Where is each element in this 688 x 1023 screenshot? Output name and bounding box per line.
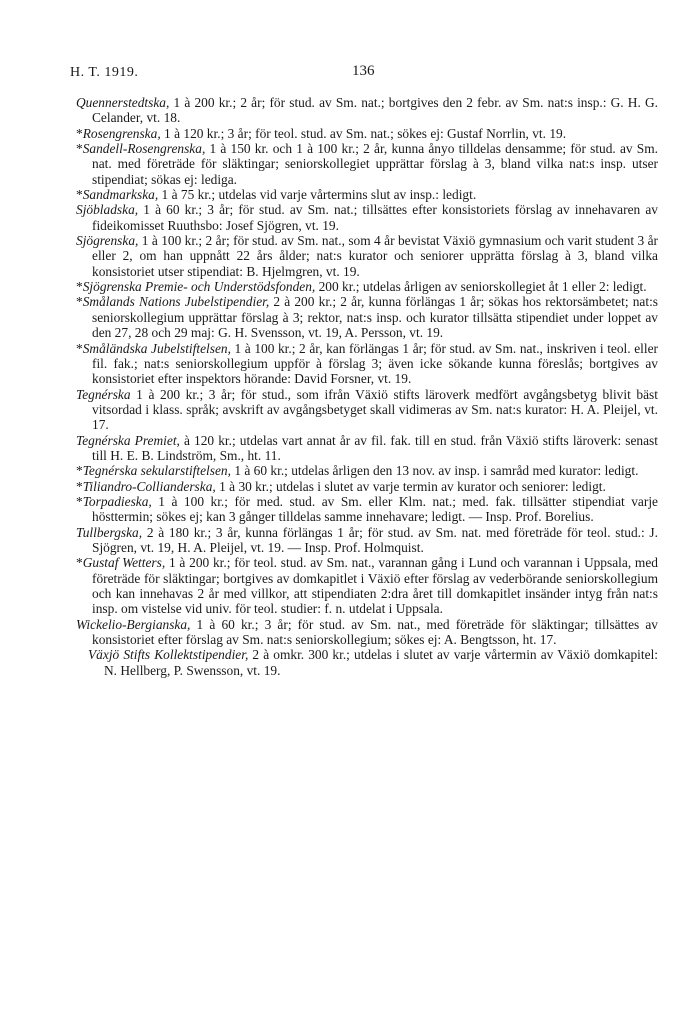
- entry-text: à 120 kr.; utdelas vart annat år av fil. fak. till en stud. från Växiö stifts läroverk: senast till H. E. B. Lindström, Sm., ht. 11.: [92, 432, 658, 463]
- entry-name: Smålands Nations Jubelstipendier,: [82, 294, 270, 310]
- entry-text: 1 à 60 kr.; utdelas årligen den 13 nov. av insp. i samråd med kurator: ledigt.: [230, 463, 639, 479]
- entry-marker: *: [76, 555, 83, 571]
- entry-name: Tegnérska: [76, 386, 131, 402]
- running-title: H. T. 1919.: [70, 65, 139, 80]
- list-item: [76, 279, 658, 294]
- list-item: [76, 126, 658, 141]
- entry-name: Rosengrenska,: [82, 125, 161, 141]
- entry-name: Småländska Jubelstiftelsen,: [82, 340, 231, 356]
- entry-text: 1 à 75 kr.; utdelas vid varje vårtermins slut av insp.: ledigt.: [158, 187, 477, 203]
- list-item: [76, 233, 658, 279]
- entry-text: 1 à 120 kr.; 3 år; för teol. stud. av Sm. nat.; sökes ej: Gustaf Norrlin, vt. 19.: [160, 125, 567, 141]
- entry-name: Sandell-Rosengrenska,: [82, 141, 206, 157]
- list-item: [76, 187, 658, 202]
- entry-text: 1 à 100 kr.; 2 år; för stud. av Sm. nat., som 4 år bevistat Växiö gymnasium och varit student 3 år eller 2, om han uppnått 22 års ålder; nat:s kurator och seniorer upprätta förslag à 3, bland vilka konsistoriet utser stipendiat: B. Hjelmgren, vt. 19.: [92, 233, 658, 279]
- entry-name: Sandmarkska,: [82, 187, 159, 203]
- list-item: [76, 617, 658, 648]
- entry-name: Gustaf Wetters,: [82, 555, 166, 571]
- entry-name: Sjögrenska Premie- och Understödsfonden,: [82, 279, 316, 295]
- entry-name: Tullbergska,: [76, 524, 143, 540]
- entry-text: 1 à 100 kr.; 2 år, kan förlängas 1 år; för stud. av Sm. nat., inskriven i teol. eller fil. fak.; nat:s seniorskollegium uppför à förslag 3; även icke sökande kunna föreslås; bortgives av konsistoriet efter inspektors hörande: David Forsner, vt. 19.: [92, 340, 658, 387]
- list-item: [76, 555, 658, 616]
- entry-marker: *: [76, 294, 83, 310]
- entry-text: 2 à 200 kr.; 2 år, kunna förlängas 1 år; sökas hos rektorsämbetet; nat:s seniorskollegium upprättar förslag à 3; rektor, nat:s insp. och kurator tillsätta stipendiet under loppet av den 27, 28 och 29 maj: G. H. Svensson, vt. 19, A. Persson, vt. 19.: [92, 294, 659, 341]
- list-item: [76, 202, 658, 233]
- list-item: [76, 387, 658, 433]
- entry-name: Växjö Stifts Kollektstipendier,: [88, 647, 249, 663]
- page-header: [70, 63, 630, 83]
- list-item: [88, 647, 658, 678]
- entry-marker: *: [76, 187, 83, 203]
- entry-marker: *: [76, 478, 83, 494]
- list-item: [76, 141, 658, 187]
- entry-marker: *: [76, 493, 83, 509]
- entry-text: 1 à 150 kr. och 1 à 100 kr.; 2 år, kunna ånyo tilldelas densamme; för stud. av Sm. nat. med företräde för släktingar; seniorskollegiet upprättar förslag à 3, bland vilka nat:s insp. utser stipendiat; sökas ej: lediga.: [92, 141, 658, 187]
- entry-name: Wickelio-Bergianska,: [76, 616, 191, 632]
- entry-text: 1 à 200 kr.; 3 år; för stud., som ifrån Växiö stifts läroverk medfört avgångsbetyg blivit bäst vitsordad i klass. språk; avskrift av avgångsbetyget skall vidimeras av Sm. nat:s kurator: H. A. Pleijel, vt. 17.: [92, 386, 658, 433]
- list-item: [76, 433, 658, 464]
- entry-text: 1 à 200 kr.; 2 år; för stud. av Sm. nat.; bortgives den 2 febr. av Sm. nat:s insp.: G. H. G. Celander, vt. 18.: [92, 95, 658, 126]
- entry-name: Sjögrenska,: [76, 233, 139, 249]
- entry-name: Tegnérska sekularstiftelsen,: [82, 463, 231, 479]
- entry-name: Tegnérska Premiet,: [76, 432, 180, 448]
- list-item: [76, 294, 658, 340]
- entry-text: 1 à 100 kr.; för med. stud. av Sm. eller Klm. nat.; med. fak. tillsätter stipendiat varje hösttermin; sökes ej; kan 3 gånger tilldelas samme innehavare; ledigt. — Insp. Prof. Borelius.: [92, 493, 658, 525]
- list-item: [76, 95, 658, 126]
- entry-text: 1 à 30 kr.; utdelas i slutet av varje termin av kurator och seniorer: ledigt.: [215, 478, 606, 494]
- entry-marker: *: [76, 141, 83, 157]
- entry-text: 2 à 180 kr.; 3 år, kunna förlängas 1 år; för stud. av Sm. nat. med företräde för teol. stud.: J. Sjögren, vt. 19, H. A. Pleijel, vt. 19. — Insp. Prof. Holmquist.: [92, 524, 658, 555]
- page-number: 136: [352, 63, 375, 79]
- entry-text: 200 kr.; utdelas årligen av seniorskollegiet åt 1 eller 2: ledigt.: [315, 279, 647, 295]
- list-item: [76, 341, 658, 387]
- stipend-list: [76, 95, 658, 678]
- entry-text: 2 à omkr. 300 kr.; utdelas i slutet av varje vårtermin av Växiö domkapitel: N. Hellberg, P. Swensson, vt. 19.: [104, 647, 659, 678]
- entry-name: Quennerstedtska,: [76, 95, 170, 110]
- entry-marker: *: [76, 279, 83, 295]
- list-item: [76, 525, 658, 556]
- entry-marker: *: [76, 340, 83, 356]
- list-item: [76, 463, 658, 478]
- entry-name: Sjöbladska,: [76, 202, 139, 218]
- entry-marker: *: [76, 125, 83, 141]
- entry-name: Torpadieska,: [82, 493, 152, 509]
- entry-text: 1 à 60 kr.; 3 år; för stud. av Sm. nat.; tillsättes efter konsistoriets förslag av innehavaren av fideikomisset Ruuthsbo: Josef Sjögren, vt. 19.: [92, 202, 658, 233]
- entry-text: 1 à 60 kr.; 3 år; för stud. av Sm. nat., med företräde för släktingar; tillsättes av konsistoriet efter förslag av Sm. nat:s seniorskollegium; sökes ej: A. Bengtsson, ht. 17.: [92, 616, 658, 648]
- entry-text: 1 à 200 kr.; för teol. stud. av Sm. nat., varannan gång i Lund och varannan i Uppsala, med företräde för släktingar; bortgives av domkapitlet i Växiö efter förslag av vederbörande seniorskollegium och kan innehavas 2 år med villkor, att stipendiaten 2:dra året till domkapitlet insänder intyg från nat:s insp. om vistelse vid univ. för teol. studier: f. n. utdelat i Uppsala.: [92, 555, 658, 617]
- entry-marker: *: [76, 463, 83, 479]
- list-item: [76, 494, 658, 525]
- list-item: [76, 479, 658, 494]
- entry-name: Tiliandro-Collianderska,: [82, 478, 216, 494]
